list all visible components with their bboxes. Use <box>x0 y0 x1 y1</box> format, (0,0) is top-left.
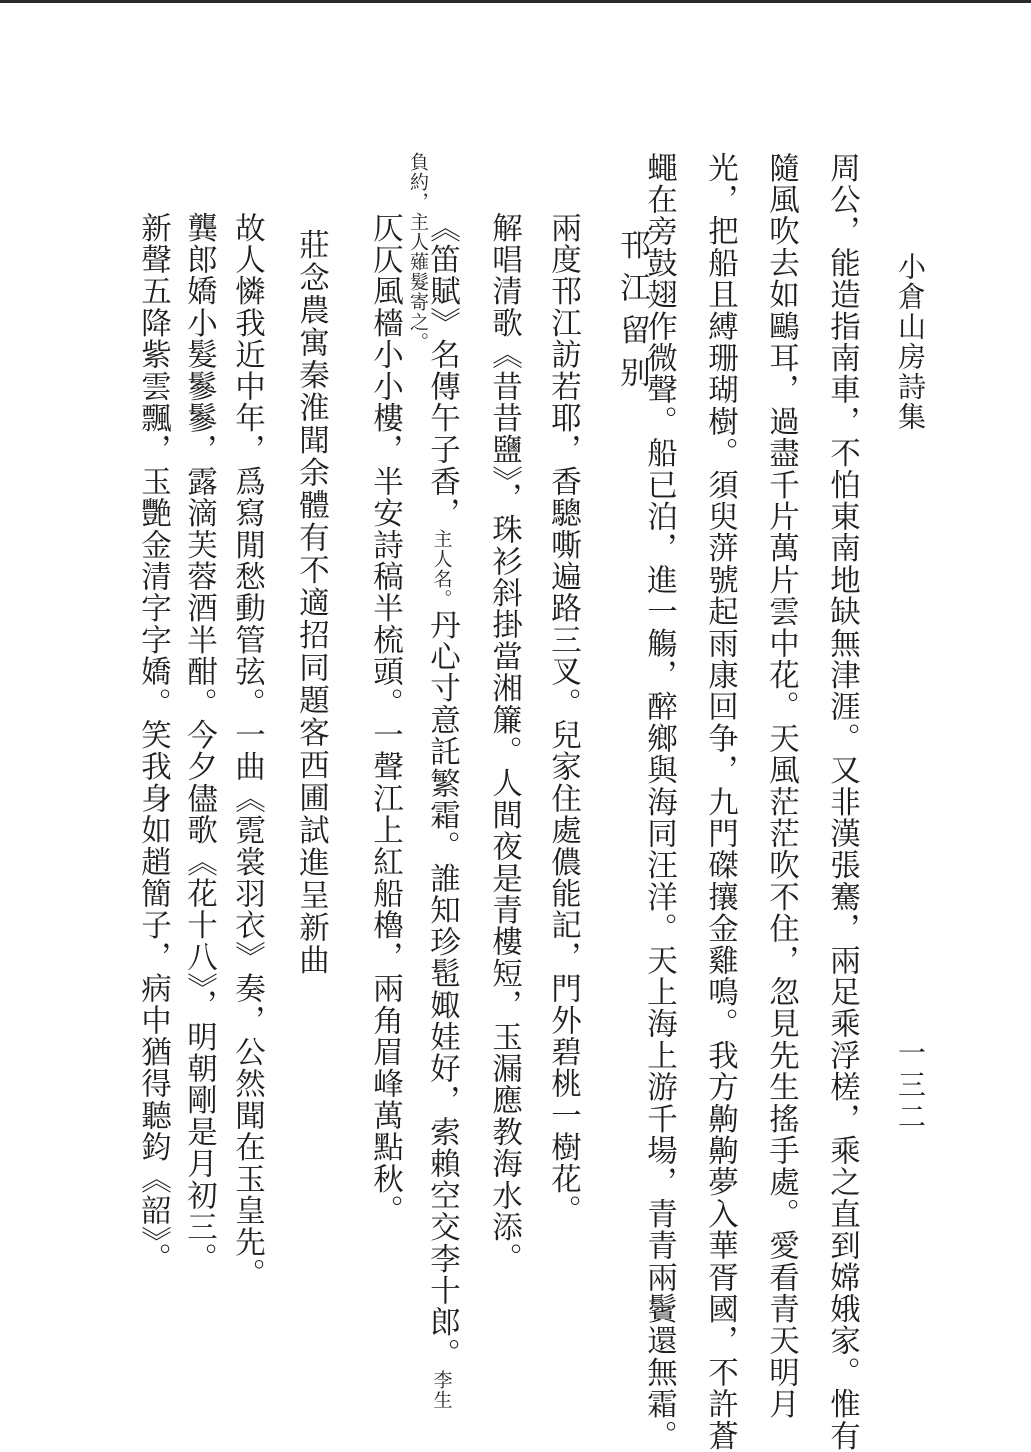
text-line: 光，把船且縛珊瑚樹。須臾蓱號起雨康回争，九門磔攘金雞鳴。我方齁齁夢入華胥國，不許蒼 <box>702 152 738 1452</box>
annotation-note: 主人名。 <box>430 529 453 609</box>
text-line: 蠅在旁鼓翅作微聲。船已泊，進一觴，醉鄉與海同汪洋。天上海上游千場，青青兩鬢還無霜。 <box>641 152 677 1452</box>
verse-line-with-notes <box>424 212 460 1410</box>
verse-line: 龔郎嬌小髮鬖鬖，露滴芙蓉酒半酣。今夕儘歌《花十八》，明朝剛是月初三。 <box>181 212 217 1275</box>
poem-title: 莊念農寓秦淮聞余體有不適招同題客西圃試進呈新曲 <box>293 229 329 977</box>
verse-line: 故人憐我近中年，爲寫閒愁動管弦。一曲《霓裳羽衣》奏，公然聞在玉皇先。 <box>229 212 265 1290</box>
verse-line: 兩度邗江訪若耶，香驄嘶遍路三叉。兒家住處儂能記，門外碧桃一樹花。 <box>545 212 581 1227</box>
verse-segment: 《笛賦》名傳午子香， <box>424 212 460 529</box>
verse-segment: 丹心寸意託繁霜。誰知珍髢娵娃好，索賴空交李十郎。 <box>424 609 460 1370</box>
verse-line: 解唱清歌《昔昔鹽》，珠衫斜掛當湘簾。人間夜是青樓短，玉漏應教海水添。 <box>486 212 522 1275</box>
text-line: 周公，能造指南車，不怕東南地缺無津涯。又非漢張騫，兩足乘浮槎，乘之直到嫦娥家。惟有 <box>824 152 860 1452</box>
top-border-rule <box>0 0 1031 3</box>
verse-line: 仄仄風檣小小樓，半安詩稿半梳頭。一聲江上紅船櫓，兩角眉峰萬點秋。 <box>367 212 403 1227</box>
annotation-note: 李生 <box>430 1369 453 1410</box>
poem-title: 邗江留别 <box>614 229 650 399</box>
verse-line: 新聲五降紫雲飄，玉艷金清字字嬌。笑我身如趙簡子，病中猶得聽鈞《韶》。 <box>135 212 171 1275</box>
page-number: 一三二 <box>894 1038 927 1134</box>
annotation-note-line: 負約，主人薙髮寄之。 <box>407 152 429 352</box>
text-line: 隨風吹去如鷗耳，過盡千片萬片雲中花。天風茫茫吹不住，忽見先生搖手處。愛看青天明月 <box>763 152 799 1420</box>
book-title: 小倉山房詩集 <box>894 252 927 432</box>
